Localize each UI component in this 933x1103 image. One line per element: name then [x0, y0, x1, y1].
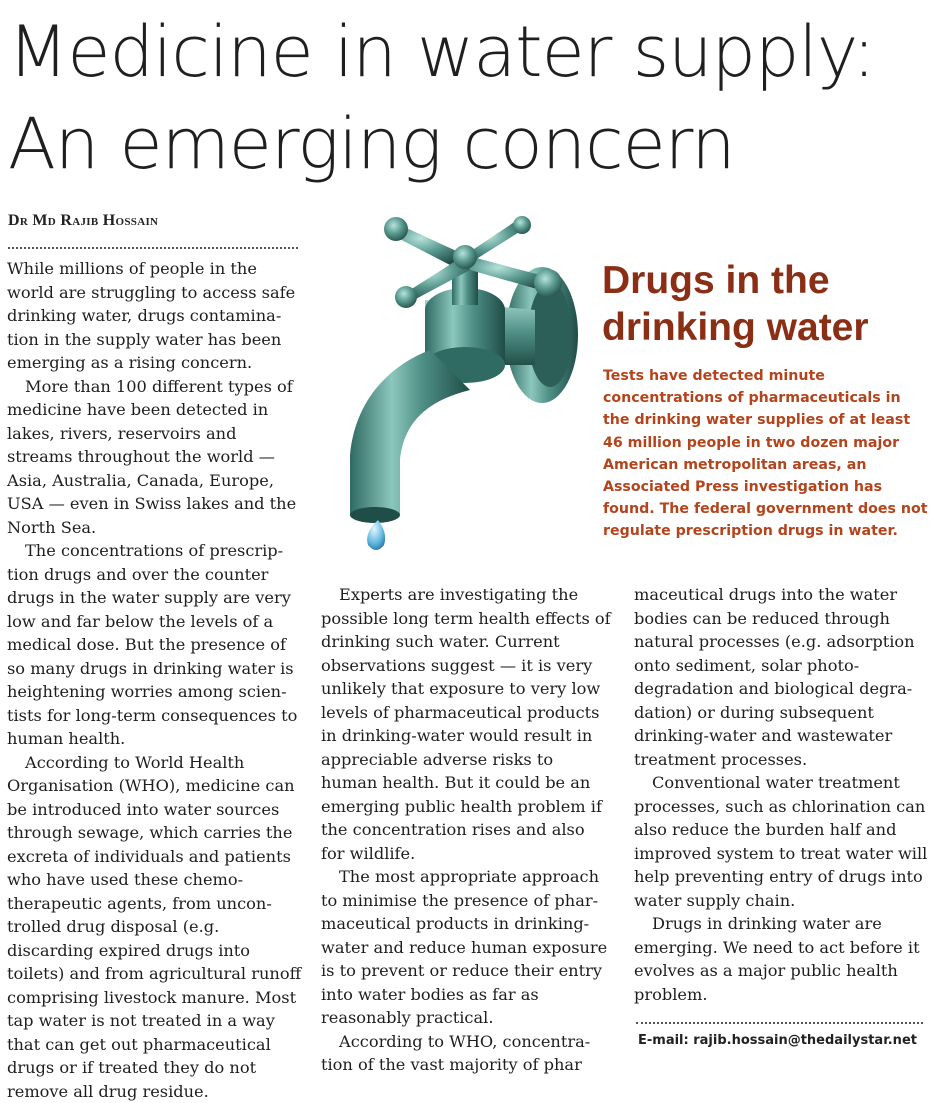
infographic-body: Tests have detected minute concentrations of pharmaceuticals in the drinking water supplies of at least 46 million people in two dozen major American metropolitan areas, an Associated Press investigation has found. The federal government does not regulate prescription drugs in water. — [603, 365, 928, 543]
byline-divider — [8, 247, 298, 249]
paragraph: According to World Health Organisation (WHO), medicine can be introduced into water sources through sewage, which carries the excreta of individuals and patients who have used these chemotherapeutic agents, from uncontrolled drug disposal (e.g. discarding expired drugs into toilets) and from agricultural runoff comprising livestock manure. Most tap water is not treated in a way that can get out pharmaceutical drugs or if treated they do not remove all drug residue. — [7, 751, 303, 1103]
headline-line-2: An emerging concern — [8, 98, 933, 190]
footer-divider — [636, 1022, 923, 1024]
infographic-title — [602, 257, 932, 351]
water-tap-icon — [330, 215, 590, 565]
author-email: E-mail: rajib.hossain@thedailystar.net — [638, 1033, 917, 1048]
paragraph: According to WHO, concentration of the vast majority of phar — [321, 1030, 613, 1077]
paragraph: maceutical drugs into the water bodies can be reduced through natural processes (e.g. adsorption onto sediment, solar photodegradation and biological degradation) or during subsequent drinking-water and wastewater treatment processes. — [634, 583, 928, 771]
infographic-title-line-2: drinking water — [602, 304, 932, 351]
headline — [8, 6, 933, 190]
paragraph: While millions of people in the world are struggling to access safe drinking water, drugs contamination in the supply water has been emerging as a rising concern. — [7, 257, 303, 375]
byline: Dr Md Rajib Hossain — [8, 212, 158, 230]
headline-line-1: Medicine in water supply: — [8, 6, 933, 98]
paragraph: Conventional water treatment processes, such as chlorination can also reduce the burden half and improved system to treat water will help preventing entry of drugs into water supply chain. — [634, 771, 928, 912]
paragraph: The concentrations of prescription drugs and over the counter drugs in the water supply are very low and far below the levels of a medical dose. But the presence of so many drugs in drinking water is heightening worries among scientists for long-term consequences to human health. — [7, 539, 303, 751]
paragraph: Experts are investigating the possible long term health effects of drinking such water. Current observations suggest — it is very unlikely that exposure to very low levels of pharmaceutical products in drinking-water would result in appreciable adverse risks to human health. But it could be an emerging public health problem if the concentration rises and also for wildlife. — [321, 583, 613, 865]
article-column-2 — [321, 583, 613, 1077]
article-column-1 — [7, 257, 303, 1103]
infographic — [330, 215, 933, 575]
infographic-title-line-1: Drugs in the — [602, 257, 932, 304]
paragraph: More than 100 different types of medicine have been detected in lakes, rivers, reservoirs and streams throughout the world — Asia, Australia, Canada, Europe, USA — even in Swiss lakes and the North Sea. — [7, 375, 303, 540]
article-column-3 — [634, 583, 928, 1006]
paragraph: Drugs in drinking water are emerging. We need to act before it evolves as a major public health problem. — [634, 912, 928, 1006]
paragraph: The most appropriate approach to minimise the presence of pharmaceutical products in drinking-water and reduce human exposure is to prevent or reduce their entry into water bodies as far as reasonably practical. — [321, 865, 613, 1030]
